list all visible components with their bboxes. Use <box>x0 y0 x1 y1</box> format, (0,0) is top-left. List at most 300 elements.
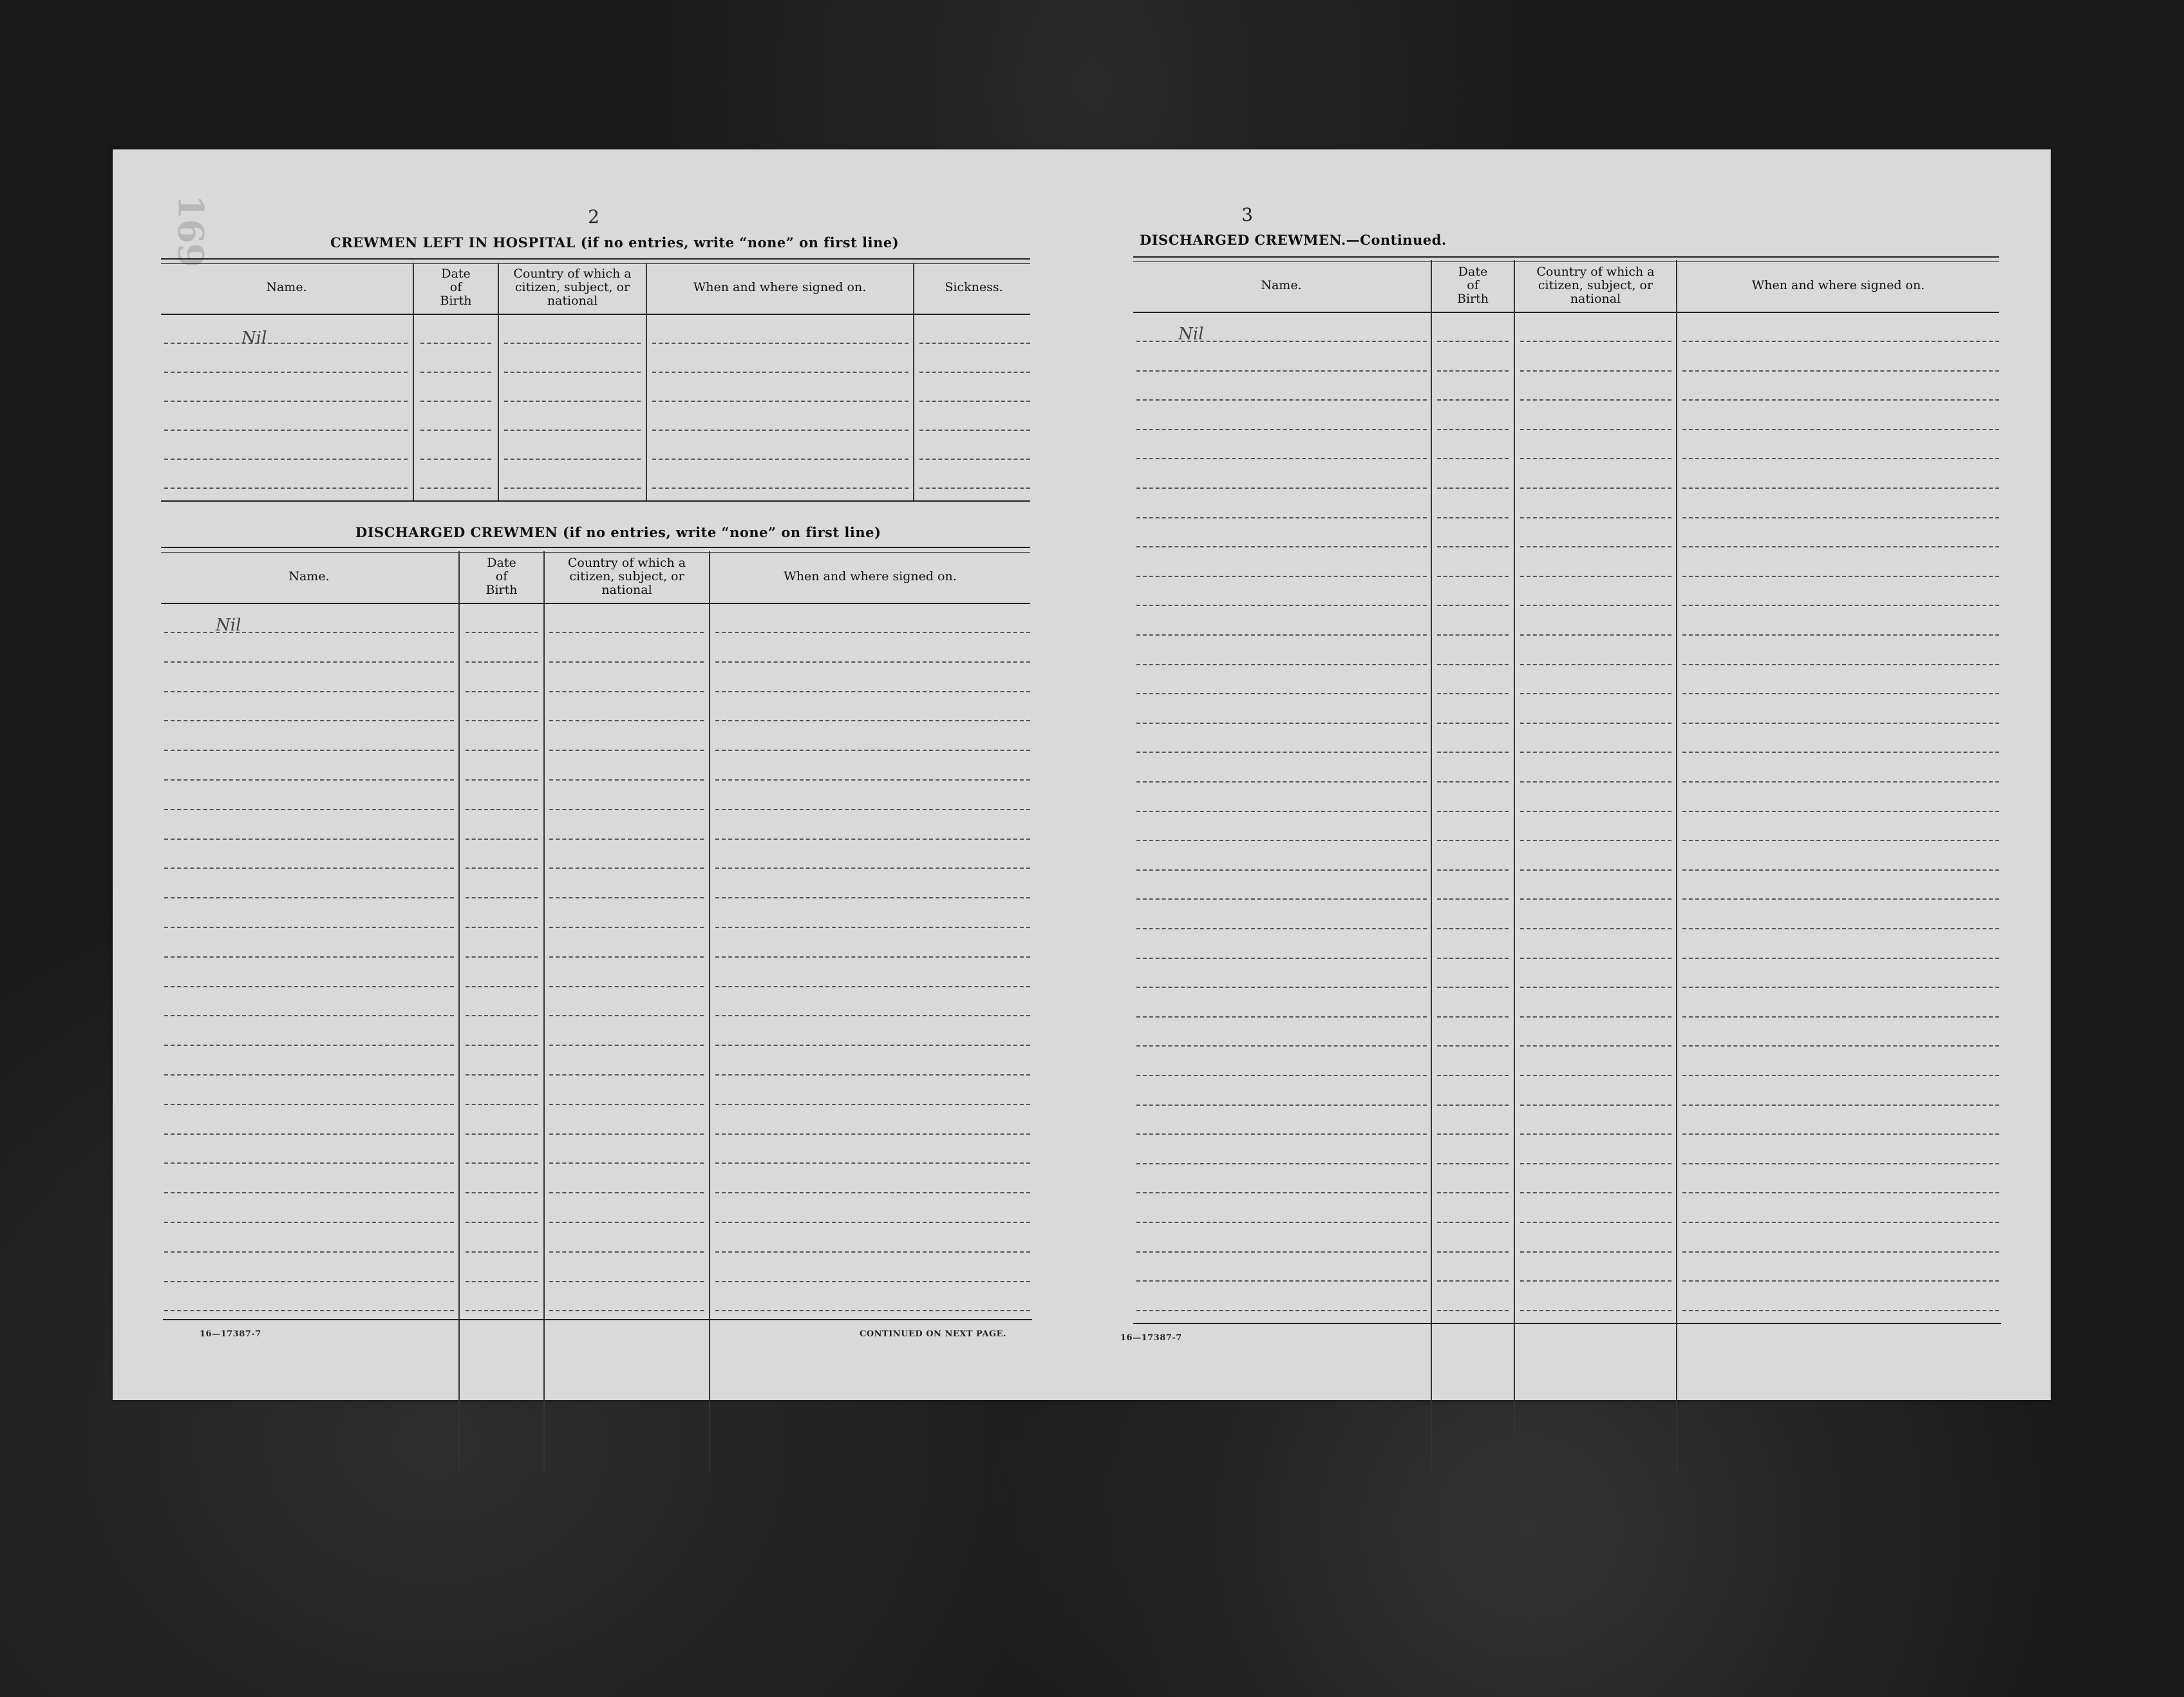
ruled-line <box>715 927 1030 928</box>
ruled-line <box>1136 605 1427 606</box>
ruled-line <box>164 956 454 958</box>
ruled-line <box>1136 429 1427 430</box>
ruled-line <box>1437 488 1509 489</box>
ruled-line <box>1136 664 1427 665</box>
discharged-top-rule <box>161 547 1030 553</box>
ruled-line <box>164 372 408 373</box>
ruled-line <box>715 1251 1030 1253</box>
ruled-line <box>1682 576 1999 577</box>
continued-divider <box>1676 260 1677 1474</box>
ruled-line <box>164 1192 454 1193</box>
ruled-line <box>652 488 908 489</box>
ruled-line <box>549 809 704 810</box>
ruled-line <box>164 867 454 869</box>
ruled-line <box>164 1074 454 1076</box>
ruled-line <box>1520 987 1671 988</box>
ruled-line <box>1520 1251 1671 1253</box>
hospital-section-title <box>330 234 899 251</box>
ruled-line <box>1682 987 1999 988</box>
ruled-line <box>1682 1310 1999 1311</box>
ruled-line <box>549 867 704 869</box>
ruled-line <box>715 632 1030 633</box>
ruled-line <box>466 1015 538 1016</box>
ruled-line <box>1520 1133 1671 1135</box>
ruled-line <box>1437 399 1509 401</box>
ruled-line <box>1136 1222 1427 1223</box>
ruled-line <box>1520 693 1671 694</box>
hospital-divider <box>913 263 914 501</box>
ruled-line <box>164 661 454 663</box>
ruled-line <box>466 809 538 810</box>
ruled-line <box>1136 781 1427 782</box>
ruled-line <box>1520 1163 1671 1164</box>
ruled-line <box>1437 370 1509 372</box>
ruled-line <box>164 1104 454 1105</box>
ruled-line <box>549 927 704 928</box>
ruled-line <box>164 632 454 633</box>
ruled-line <box>164 343 408 344</box>
ruled-line <box>466 897 538 898</box>
ruled-line <box>1437 1310 1509 1311</box>
ruled-line <box>1437 869 1509 871</box>
ruled-line <box>164 750 454 751</box>
ruled-line <box>715 986 1030 987</box>
ruled-line <box>1136 1310 1427 1311</box>
ruled-line <box>1682 429 1999 430</box>
ruled-line <box>1682 898 1999 900</box>
ruled-line <box>549 986 704 987</box>
ruled-line <box>1682 341 1999 342</box>
ruled-line <box>466 956 538 958</box>
ruled-line <box>1682 752 1999 753</box>
hospital-col-name: Name. <box>266 280 307 294</box>
ruled-line <box>1682 1222 1999 1223</box>
hospital-divider <box>646 263 647 501</box>
ruled-line <box>1136 1251 1427 1253</box>
discharged-continued-title <box>1140 232 1447 248</box>
ruled-line <box>1682 958 1999 959</box>
ruled-line <box>466 1310 538 1311</box>
ruled-line <box>504 488 641 489</box>
ruled-line <box>466 1162 538 1164</box>
ruled-line <box>164 809 454 810</box>
ruled-line <box>1136 1016 1427 1018</box>
ruled-line <box>164 720 454 721</box>
ruled-line <box>1520 1016 1671 1018</box>
ruled-line <box>1437 576 1509 577</box>
ruled-line <box>466 779 538 781</box>
ruled-line <box>466 1104 538 1105</box>
ruled-line <box>715 1162 1030 1164</box>
ruled-line <box>1520 429 1671 430</box>
ruled-line <box>1136 546 1427 547</box>
ruled-line <box>1520 840 1671 841</box>
continued-divider <box>1514 260 1515 1474</box>
ruled-line <box>164 897 454 898</box>
ruled-line <box>420 372 491 373</box>
ruled-line <box>1520 664 1671 665</box>
ruled-line <box>1437 723 1509 724</box>
ruled-line <box>1682 1280 1999 1282</box>
ruled-line <box>1437 1133 1509 1135</box>
hospital-col-dob: Date of Birth <box>440 267 472 308</box>
ruled-line <box>1437 958 1509 959</box>
ruled-line <box>1437 1045 1509 1047</box>
ruled-line <box>715 661 1030 663</box>
faint-stamp-number: 169 <box>170 194 212 268</box>
ruled-line <box>1520 1075 1671 1076</box>
ruled-line <box>1682 458 1999 459</box>
ruled-line <box>549 1222 704 1223</box>
ruled-line <box>919 459 1030 460</box>
ruled-line <box>1437 458 1509 459</box>
continued-col-name: Name. <box>1261 278 1302 292</box>
ruled-line <box>549 1310 704 1311</box>
hospital-top-rule <box>161 258 1030 264</box>
handwritten-nil: Nil <box>1178 325 1204 344</box>
page-number: 3 <box>1241 204 1253 225</box>
ruled-line <box>919 488 1030 489</box>
ruled-line <box>466 1281 538 1282</box>
ruled-line <box>1437 811 1509 812</box>
ruled-line <box>1437 605 1509 606</box>
ruled-line <box>549 839 704 840</box>
ruled-line <box>1520 341 1671 342</box>
ruled-line <box>715 956 1030 958</box>
discharged-divider <box>543 551 545 1472</box>
ruled-line <box>466 839 538 840</box>
ruled-line <box>549 897 704 898</box>
ruled-line <box>1136 840 1427 841</box>
ruled-line <box>1520 546 1671 547</box>
ruled-line <box>1682 488 1999 489</box>
ruled-line <box>1136 1075 1427 1076</box>
ruled-line <box>549 1074 704 1076</box>
ruled-line <box>1437 752 1509 753</box>
ruled-line <box>1682 517 1999 518</box>
ruled-line <box>1437 987 1509 988</box>
ruled-line <box>466 661 538 663</box>
ruled-line <box>1136 488 1427 489</box>
ruled-line <box>1520 1310 1671 1311</box>
ruled-line <box>1136 1104 1427 1106</box>
ruled-line <box>1520 811 1671 812</box>
ruled-line <box>715 750 1030 751</box>
ruled-line <box>1520 869 1671 871</box>
ruled-line <box>1136 517 1427 518</box>
discharged-divider <box>458 551 460 1472</box>
ruled-line <box>1520 399 1671 401</box>
ruled-line <box>1520 634 1671 636</box>
ruled-line <box>164 488 408 489</box>
ruled-line <box>715 1074 1030 1076</box>
ruled-line <box>1520 1045 1671 1047</box>
discharged-bottom-rule <box>163 1319 1032 1320</box>
ruled-line <box>420 430 491 431</box>
ruled-line <box>420 488 491 489</box>
ruled-line <box>420 459 491 460</box>
ruled-line <box>1682 869 1999 871</box>
ruled-line <box>715 867 1030 869</box>
ruled-line <box>164 430 408 431</box>
ruled-line <box>466 691 538 692</box>
ruled-line <box>164 1222 454 1223</box>
ruled-line <box>549 661 704 663</box>
ruled-line <box>164 986 454 987</box>
ruled-line <box>466 1192 538 1193</box>
ruled-line <box>1682 781 1999 782</box>
ruled-line <box>715 1222 1030 1223</box>
ruled-line <box>1682 723 1999 724</box>
ruled-line <box>1136 458 1427 459</box>
ruled-line <box>504 343 641 344</box>
ruled-line <box>504 401 641 402</box>
ruled-line <box>466 1074 538 1076</box>
continued-header-rule <box>1133 312 1999 313</box>
ruled-line <box>1520 517 1671 518</box>
ruled-line <box>715 809 1030 810</box>
ruled-line <box>1682 1192 1999 1193</box>
ruled-line <box>1520 928 1671 929</box>
ruled-line <box>164 1162 454 1164</box>
ruled-line <box>164 691 454 692</box>
ruled-line <box>1682 370 1999 372</box>
form-number: 16—17387-7 <box>200 1329 261 1339</box>
ruled-line <box>1682 1163 1999 1164</box>
discharged-title-text: DISCHARGED CREWMEN <box>355 524 558 540</box>
ruled-line <box>715 691 1030 692</box>
ruled-line <box>466 750 538 751</box>
ruled-line <box>466 1251 538 1253</box>
ruled-line <box>466 927 538 928</box>
ruled-line <box>919 430 1030 431</box>
ruled-line <box>1520 605 1671 606</box>
ruled-line <box>549 1015 704 1016</box>
ruled-line <box>1437 429 1509 430</box>
ruled-line <box>1437 1222 1509 1223</box>
ruled-line <box>1437 341 1509 342</box>
ruled-line <box>1682 1133 1999 1135</box>
ruled-line <box>919 401 1030 402</box>
ruled-line <box>1136 987 1427 988</box>
hospital-col-country: Country of which a citizen, subject, or national <box>513 267 632 308</box>
ruled-line <box>1136 370 1427 372</box>
ruled-line <box>164 401 408 402</box>
ruled-line <box>1682 1104 1999 1106</box>
ruled-line <box>919 372 1030 373</box>
ruled-line <box>1136 576 1427 577</box>
ruled-line <box>549 1104 704 1105</box>
ruled-line <box>549 1192 704 1193</box>
ruled-line <box>1437 1104 1509 1106</box>
form-number: 16—17387-7 <box>1120 1333 1182 1343</box>
ruled-line <box>715 779 1030 781</box>
ruled-line <box>652 372 908 373</box>
ruled-line <box>466 720 538 721</box>
ruled-line <box>652 401 908 402</box>
hospital-divider <box>413 263 414 501</box>
ruled-line <box>1682 1251 1999 1253</box>
ruled-line <box>466 867 538 869</box>
ruled-line <box>1682 664 1999 665</box>
ruled-line <box>1437 1075 1509 1076</box>
ruled-line <box>549 1133 704 1135</box>
ruled-line <box>504 430 641 431</box>
hospital-col-signed: When and where signed on. <box>693 280 867 294</box>
ruled-line <box>420 401 491 402</box>
ruled-line <box>652 430 908 431</box>
ruled-line <box>1437 546 1509 547</box>
ruled-line <box>1437 1192 1509 1193</box>
continued-note: CONTINUED ON NEXT PAGE. <box>860 1329 1006 1339</box>
ruled-line <box>715 1310 1030 1311</box>
hospital-title-note: (if no entries, write “none” on first line) <box>580 234 899 251</box>
ruled-line <box>549 1251 704 1253</box>
ruled-line <box>1682 546 1999 547</box>
ruled-line <box>652 343 908 344</box>
ruled-line <box>504 459 641 460</box>
ruled-line <box>1682 399 1999 401</box>
ruled-line <box>1520 898 1671 900</box>
right-page <box>1082 149 2051 1400</box>
ruled-line <box>715 1015 1030 1016</box>
hospital-header-rule <box>161 314 1030 315</box>
ruled-line <box>1437 1251 1509 1253</box>
ruled-line <box>549 1162 704 1164</box>
discharged-divider <box>709 551 710 1472</box>
ruled-line <box>1437 781 1509 782</box>
ruled-line <box>549 779 704 781</box>
ruled-line <box>466 986 538 987</box>
ruled-line <box>1437 898 1509 900</box>
discharged-section-title <box>355 524 881 540</box>
ruled-line <box>1437 634 1509 636</box>
ruled-line <box>715 897 1030 898</box>
hospital-divider <box>498 263 499 501</box>
ruled-line <box>1136 634 1427 636</box>
ruled-line <box>1682 811 1999 812</box>
page-number: 2 <box>588 206 599 227</box>
ruled-line <box>1136 723 1427 724</box>
ruled-line <box>1520 370 1671 372</box>
ruled-line <box>1520 576 1671 577</box>
ruled-line <box>164 1281 454 1282</box>
ruled-line <box>164 927 454 928</box>
ruled-line <box>1136 1280 1427 1282</box>
ruled-line <box>164 1015 454 1016</box>
ruled-line <box>420 343 491 344</box>
discharged-header-rule <box>161 603 1030 604</box>
ruled-line <box>1682 605 1999 606</box>
hospital-bottom-rule <box>161 500 1030 502</box>
ruled-line <box>1136 1163 1427 1164</box>
handwritten-nil: Nil <box>216 616 241 635</box>
ruled-line <box>1682 1016 1999 1018</box>
ruled-line <box>1520 1222 1671 1223</box>
ruled-line <box>549 1281 704 1282</box>
ruled-line <box>1682 928 1999 929</box>
ruled-line <box>1520 1104 1671 1106</box>
continued-bottom-rule <box>1133 1323 2001 1324</box>
continued-divider <box>1431 260 1432 1474</box>
ruled-line <box>715 720 1030 721</box>
continued-col-dob: Date of Birth <box>1457 265 1489 306</box>
ruled-line <box>164 839 454 840</box>
ruled-line <box>1437 928 1509 929</box>
ruled-line <box>549 750 704 751</box>
ruled-line <box>1437 517 1509 518</box>
ruled-line <box>164 1045 454 1046</box>
ruled-line <box>466 632 538 633</box>
ruled-line <box>715 1281 1030 1282</box>
ruled-line <box>652 459 908 460</box>
ruled-line <box>164 779 454 781</box>
ruled-line <box>1437 693 1509 694</box>
ruled-line <box>1682 840 1999 841</box>
ruled-line <box>1437 1280 1509 1282</box>
ruled-line <box>549 632 704 633</box>
ruled-line <box>715 1104 1030 1105</box>
ruled-line <box>715 1133 1030 1135</box>
ruled-line <box>164 1310 454 1311</box>
ruled-line <box>1437 664 1509 665</box>
ruled-line <box>466 1133 538 1135</box>
ruled-line <box>1136 958 1427 959</box>
ruled-line <box>715 1192 1030 1193</box>
ruled-line <box>1682 1075 1999 1076</box>
ruled-line <box>1520 1192 1671 1193</box>
ruled-line <box>1136 928 1427 929</box>
ruled-line <box>1136 1192 1427 1193</box>
continued-title-text: DISCHARGED CREWMEN. <box>1140 232 1346 248</box>
continued-col-signed: When and where signed on. <box>1751 278 1925 292</box>
continued-title-suffix: —Continued. <box>1346 232 1447 248</box>
ruled-line <box>1520 958 1671 959</box>
hospital-col-sickness: Sickness. <box>945 280 1003 294</box>
ruled-line <box>466 1045 538 1046</box>
document-sheet <box>113 149 2051 1400</box>
ruled-line <box>1136 399 1427 401</box>
ruled-line <box>1520 752 1671 753</box>
ruled-line <box>1136 693 1427 694</box>
ruled-line <box>504 372 641 373</box>
ruled-line <box>549 956 704 958</box>
ruled-line <box>164 1251 454 1253</box>
discharged-col-dob: Date of Birth <box>485 556 518 597</box>
ruled-line <box>1682 634 1999 636</box>
ruled-line <box>1437 1163 1509 1164</box>
ruled-line <box>549 720 704 721</box>
ruled-line <box>919 343 1030 344</box>
ruled-line <box>715 1045 1030 1046</box>
ruled-line <box>1682 1045 1999 1047</box>
ruled-line <box>164 459 408 460</box>
continued-col-country: Country of which a citizen, subject, or national <box>1536 265 1655 306</box>
ruled-line <box>1136 869 1427 871</box>
ruled-line <box>1520 488 1671 489</box>
ruled-line <box>1520 458 1671 459</box>
ruled-line <box>549 691 704 692</box>
continued-top-rule <box>1133 256 1999 262</box>
discharged-title-note: (if no entries, write “none” on first line) <box>562 524 881 540</box>
ruled-line <box>1136 811 1427 812</box>
discharged-col-country: Country of which a citizen, subject, or national <box>567 556 686 597</box>
ruled-line <box>1136 1133 1427 1135</box>
discharged-col-name: Name. <box>288 569 330 583</box>
ruled-line <box>549 1045 704 1046</box>
ruled-line <box>1136 1045 1427 1047</box>
ruled-line <box>1136 752 1427 753</box>
